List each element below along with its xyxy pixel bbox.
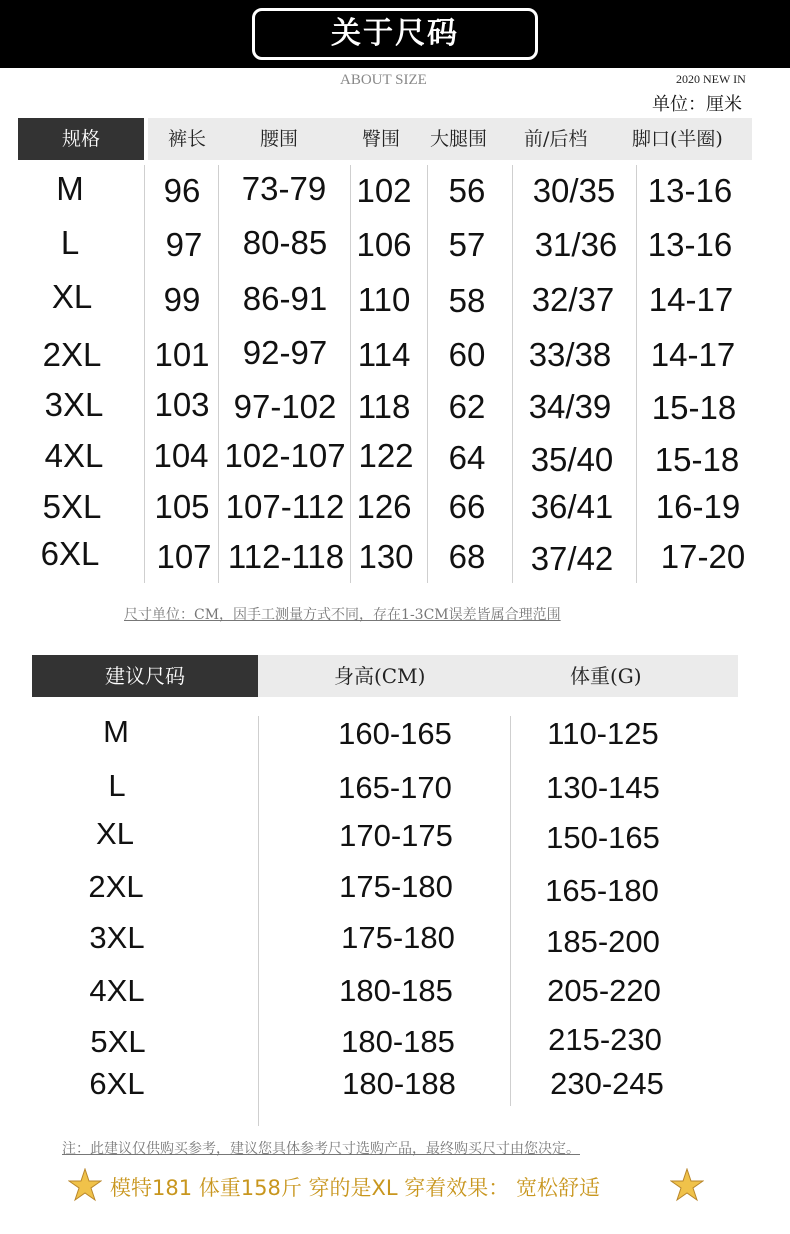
header-weight: 体重(G) <box>570 664 642 688</box>
column-divider <box>512 165 513 583</box>
column-divider <box>510 716 511 1106</box>
table-cell: 66 <box>448 488 486 525</box>
size-cell: 2XL <box>42 336 102 373</box>
table-cell: 205-220 <box>547 973 661 1008</box>
table-cell: 15-18 <box>651 389 737 426</box>
column-divider <box>258 716 259 1126</box>
table-cell: 80-85 <box>242 224 328 261</box>
table-cell: 102 <box>356 172 412 209</box>
table-cell: 33/38 <box>528 336 612 373</box>
table-cell: 102-107 <box>224 437 346 474</box>
table-cell: 104 <box>153 437 209 474</box>
table-cell: 92-97 <box>242 334 328 371</box>
table-cell: 118 <box>357 388 411 425</box>
table-cell: 110-125 <box>547 716 659 751</box>
table-cell: 175-180 <box>341 920 455 955</box>
column-divider <box>636 165 637 583</box>
table-cell: 130-145 <box>546 770 660 805</box>
table-cell: 170-175 <box>339 818 453 853</box>
header-thigh: 大腿围 <box>430 128 488 150</box>
purchase-note: 注：此建议仅供购买参考，建议您具体参考尺寸选购产品，最终购买尺寸由您决定。 <box>62 1141 580 1157</box>
header-height: 身高(CM) <box>334 664 426 688</box>
size-table-header <box>148 118 752 160</box>
size-cell: 5XL <box>42 488 102 525</box>
table-cell: 126 <box>356 488 412 525</box>
star-icon <box>68 1168 102 1202</box>
page-title: 关于尺码 <box>252 8 538 60</box>
size-cell: 6XL <box>89 1066 145 1101</box>
table-cell: 17-20 <box>660 538 746 575</box>
size-cell: 6XL <box>40 535 100 572</box>
size-cell: 4XL <box>44 437 104 474</box>
table-cell: 180-188 <box>342 1066 456 1101</box>
new-in-tag: 2020 NEW IN <box>676 72 746 86</box>
size-cell: M <box>103 714 129 749</box>
table-cell: 86-91 <box>242 280 328 317</box>
table-cell: 34/39 <box>528 388 612 425</box>
table-cell: 73-79 <box>241 170 327 207</box>
header-hip: 臀围 <box>362 128 401 150</box>
table-cell: 130 <box>358 538 414 575</box>
suggest-table-header <box>258 655 738 697</box>
suggest-table-header-size: 建议尺码 <box>32 655 258 697</box>
about-size-label: ABOUT SIZE <box>340 72 427 88</box>
table-cell: 103 <box>154 386 210 423</box>
table-cell: 230-245 <box>550 1066 664 1101</box>
table-cell: 150-165 <box>546 820 660 855</box>
table-cell: 160-165 <box>338 716 452 751</box>
size-cell: XL <box>96 816 134 851</box>
size-cell: 3XL <box>44 386 104 423</box>
table-cell: 107-112 <box>225 488 345 525</box>
table-cell: 99 <box>163 281 201 318</box>
size-cell: 5XL <box>90 1024 146 1059</box>
table-cell: 13-16 <box>647 226 733 263</box>
table-cell: 180-185 <box>341 1024 455 1059</box>
size-cell: M <box>56 170 84 207</box>
table-cell: 35/40 <box>530 441 614 478</box>
table-cell: 122 <box>358 437 414 474</box>
table-cell: 64 <box>448 439 486 476</box>
table-cell: 165-170 <box>338 770 452 805</box>
table-cell: 58 <box>448 282 486 319</box>
size-cell: XL <box>51 278 93 315</box>
table-cell: 60 <box>448 336 486 373</box>
table-cell: 32/37 <box>531 281 615 318</box>
table-cell: 107 <box>156 538 212 575</box>
table-cell: 37/42 <box>530 540 614 577</box>
table-cell: 30/35 <box>532 172 616 209</box>
table-cell: 105 <box>154 488 210 525</box>
table-cell: 110 <box>357 281 411 318</box>
table-cell: 14-17 <box>650 336 736 373</box>
column-divider <box>350 165 351 583</box>
column-divider <box>427 165 428 583</box>
top-banner <box>0 0 790 68</box>
measurement-note: 尺寸单位：CM，因手工测量方式不同，存在1-3CM误差皆属合理范围 <box>124 607 561 623</box>
table-cell: 31/36 <box>534 226 618 263</box>
header-leg-opening: 脚口(半圈) <box>632 128 723 150</box>
size-cell: 4XL <box>89 973 145 1008</box>
table-cell: 16-19 <box>655 488 741 525</box>
model-info-text: 模特181 体重158斤 穿的是XL 穿着效果： 宽松舒适 <box>110 1176 600 1200</box>
table-cell: 175-180 <box>339 869 453 904</box>
table-cell: 215-230 <box>548 1022 662 1057</box>
column-divider <box>144 165 145 583</box>
table-cell: 114 <box>357 336 411 373</box>
table-cell: 14-17 <box>648 281 734 318</box>
header-pants-length: 裤长 <box>168 128 207 150</box>
table-cell: 97-102 <box>233 388 337 425</box>
table-cell: 15-18 <box>654 441 740 478</box>
table-cell: 180-185 <box>339 973 453 1008</box>
size-cell: 3XL <box>89 920 145 955</box>
table-cell: 97 <box>165 226 203 263</box>
model-info-bar <box>64 1166 724 1206</box>
table-cell: 68 <box>448 538 486 575</box>
table-cell: 62 <box>448 388 486 425</box>
table-cell: 36/41 <box>530 488 614 525</box>
header-waist: 腰围 <box>260 128 299 150</box>
size-cell: 2XL <box>88 869 144 904</box>
table-cell: 57 <box>448 226 486 263</box>
table-cell: 13-16 <box>647 172 733 209</box>
table-cell: 185-200 <box>546 924 660 959</box>
star-icon <box>670 1168 704 1202</box>
size-cell: L <box>60 224 80 261</box>
table-cell: 106 <box>356 226 412 263</box>
table-cell: 165-180 <box>545 873 659 908</box>
header-rise: 前/后档 <box>524 128 588 150</box>
size-table-header-spec: 规格 <box>18 118 144 160</box>
table-cell: 112-118 <box>227 538 345 575</box>
table-cell: 96 <box>163 172 201 209</box>
size-cell: L <box>108 768 126 803</box>
table-cell: 101 <box>154 336 210 373</box>
column-divider <box>218 165 219 583</box>
table-cell: 56 <box>448 172 486 209</box>
unit-label: 单位：厘米 <box>652 94 742 115</box>
